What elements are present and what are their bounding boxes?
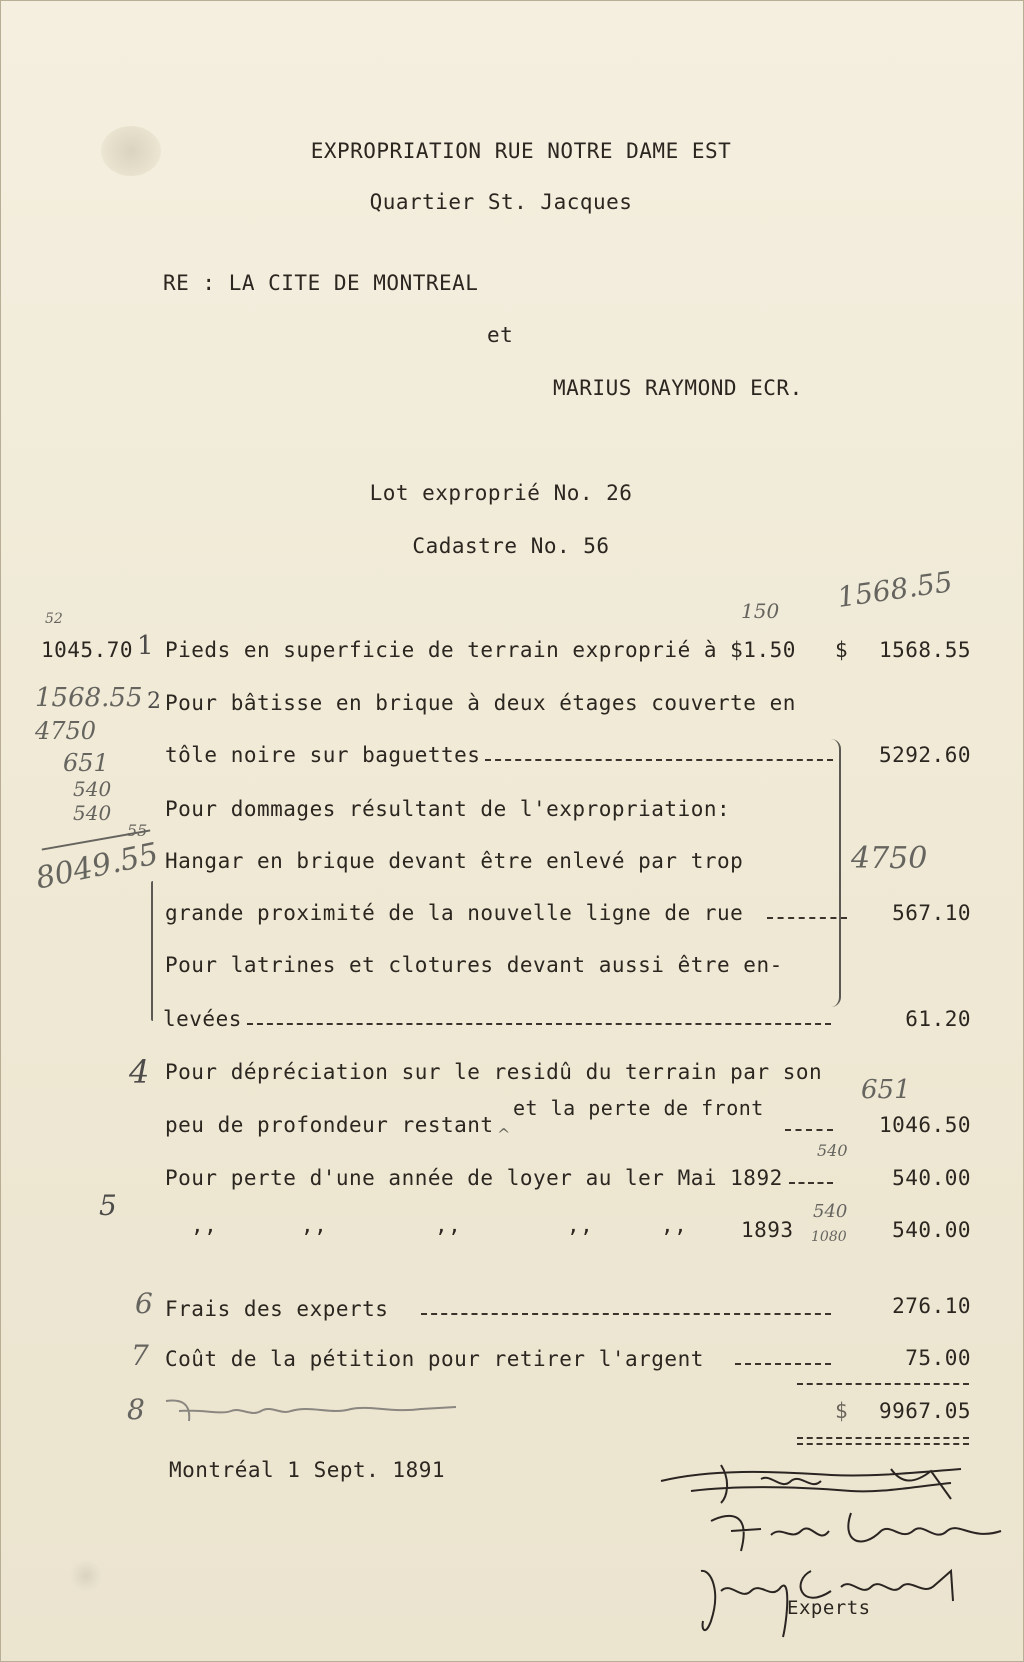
year-1893: 1893 bbox=[741, 1218, 794, 1242]
item-number: 7 bbox=[131, 1339, 149, 1372]
document-date: Montréal 1 Sept. 1891 bbox=[169, 1458, 446, 1482]
margin-note: 150 bbox=[741, 599, 780, 623]
margin-note: 1568.55 bbox=[835, 565, 955, 614]
leader-dashes bbox=[789, 1182, 833, 1184]
line-item-text: levées bbox=[163, 1007, 242, 1031]
cadastre-number: Cadastre No. 56 bbox=[412, 534, 610, 558]
line-item-amount: 75.00 bbox=[905, 1346, 971, 1370]
ditto-mark: ,, bbox=[191, 1213, 218, 1237]
margin-note: 4750 bbox=[851, 841, 928, 876]
re-line: RE : LA CITE DE MONTREAL bbox=[163, 271, 479, 295]
line-item-amount: 1568.55 bbox=[878, 638, 971, 662]
dollar-sign: $ bbox=[835, 638, 849, 662]
lot-number: Lot exproprié No. 26 bbox=[369, 481, 633, 505]
line-item-text: Pour dépréciation sur le residû du terrain par son bbox=[165, 1060, 823, 1084]
margin-note: 540 bbox=[813, 1201, 848, 1222]
line-item-amount: 540.00 bbox=[892, 1166, 971, 1190]
margin-note: 4750 bbox=[35, 717, 97, 745]
line-item-text: Pieds en superficie de terrain exproprié à $1.50 bbox=[165, 638, 796, 662]
item-number: 1 bbox=[137, 631, 154, 661]
margin-note: 1080 bbox=[811, 1229, 847, 1245]
line-item-text: Hangar en brique devant être enlevé par trop bbox=[165, 849, 744, 873]
line-item-text: Frais des experts bbox=[165, 1297, 389, 1321]
item-number: 6 bbox=[135, 1287, 153, 1320]
margin-note: 540 bbox=[73, 777, 112, 801]
insertion-caret: ^ bbox=[497, 1125, 511, 1144]
ditto-mark: ,, bbox=[301, 1213, 328, 1237]
total-dollar-sign: $ bbox=[835, 1399, 849, 1423]
line-item-amount: 1046.50 bbox=[878, 1113, 971, 1137]
total-double-rule bbox=[797, 1443, 969, 1445]
line-item-amount: 5292.60 bbox=[878, 743, 971, 767]
total-double-rule bbox=[797, 1437, 969, 1439]
inserted-text: et la perte de front bbox=[513, 1096, 764, 1120]
leader-dashes bbox=[421, 1313, 831, 1315]
leader-dashes bbox=[735, 1363, 831, 1365]
party-name: MARIUS RAYMOND ECR. bbox=[553, 376, 803, 400]
ditto-mark: ,, bbox=[435, 1213, 462, 1237]
line-item-text: Pour perte d'une année de loyer au ler Mai 1892 bbox=[165, 1166, 783, 1190]
leader-dashes bbox=[247, 1023, 831, 1025]
item-number: 5 bbox=[99, 1189, 117, 1222]
line-item-amount: 540.00 bbox=[892, 1218, 971, 1242]
item-number: 2 bbox=[147, 689, 161, 714]
line-item-text: Pour dommages résultant de l'expropriation: bbox=[165, 797, 731, 821]
margin-note: 651 bbox=[63, 749, 109, 777]
line-item-text: Pour latrines et clotures devant aussi être en- bbox=[165, 953, 783, 977]
item-number: 4 bbox=[129, 1053, 150, 1091]
leader-dashes bbox=[485, 759, 833, 761]
area-quantity: 1045.70 bbox=[41, 638, 134, 662]
line-item-amount: 276.10 bbox=[892, 1294, 971, 1318]
pencil-bracket bbox=[801, 739, 841, 1007]
paper-stain bbox=[71, 1561, 101, 1591]
paper-stain bbox=[101, 126, 161, 176]
pencil-scribble bbox=[161, 1391, 461, 1431]
margin-note: 52 bbox=[45, 611, 63, 627]
line-item-text: Pour bâtisse en brique à deux étages couverte en bbox=[165, 691, 796, 715]
line-item-text: Coût de la pétition pour retirer l'argent bbox=[165, 1347, 704, 1371]
signature-joseph-perrault bbox=[691, 1551, 981, 1641]
experts-label: Experts bbox=[787, 1597, 871, 1619]
document-title: EXPROPRIATION RUE NOTRE DAME EST bbox=[310, 139, 732, 163]
margin-note: 8049.55 bbox=[32, 836, 162, 897]
document-subtitle: Quartier St. Jacques bbox=[369, 190, 633, 214]
margin-note: 55 bbox=[127, 821, 148, 840]
margin-note: 540 bbox=[73, 801, 112, 825]
ditto-mark: ,, bbox=[567, 1213, 594, 1237]
total-amount: 9967.05 bbox=[878, 1399, 971, 1423]
leader-dashes bbox=[785, 1129, 833, 1131]
ditto-mark: ,, bbox=[661, 1213, 688, 1237]
line-item-text: tôle noire sur baguettes bbox=[165, 743, 481, 767]
line-item-amount: 567.10 bbox=[892, 901, 971, 925]
line-item-amount: 61.20 bbox=[905, 1007, 971, 1031]
pencil-bracket bbox=[151, 881, 153, 1021]
line-item-text: peu de profondeur restant bbox=[165, 1113, 494, 1137]
item-number: 8 bbox=[127, 1393, 145, 1426]
margin-note: 540 bbox=[817, 1141, 848, 1160]
margin-note: 1568.55 bbox=[35, 683, 143, 713]
margin-note: 651 bbox=[861, 1075, 911, 1105]
total-rule bbox=[797, 1383, 969, 1385]
line-item-text: grande proximité de la nouvelle ligne de rue bbox=[165, 901, 744, 925]
et-word: et bbox=[487, 323, 514, 347]
